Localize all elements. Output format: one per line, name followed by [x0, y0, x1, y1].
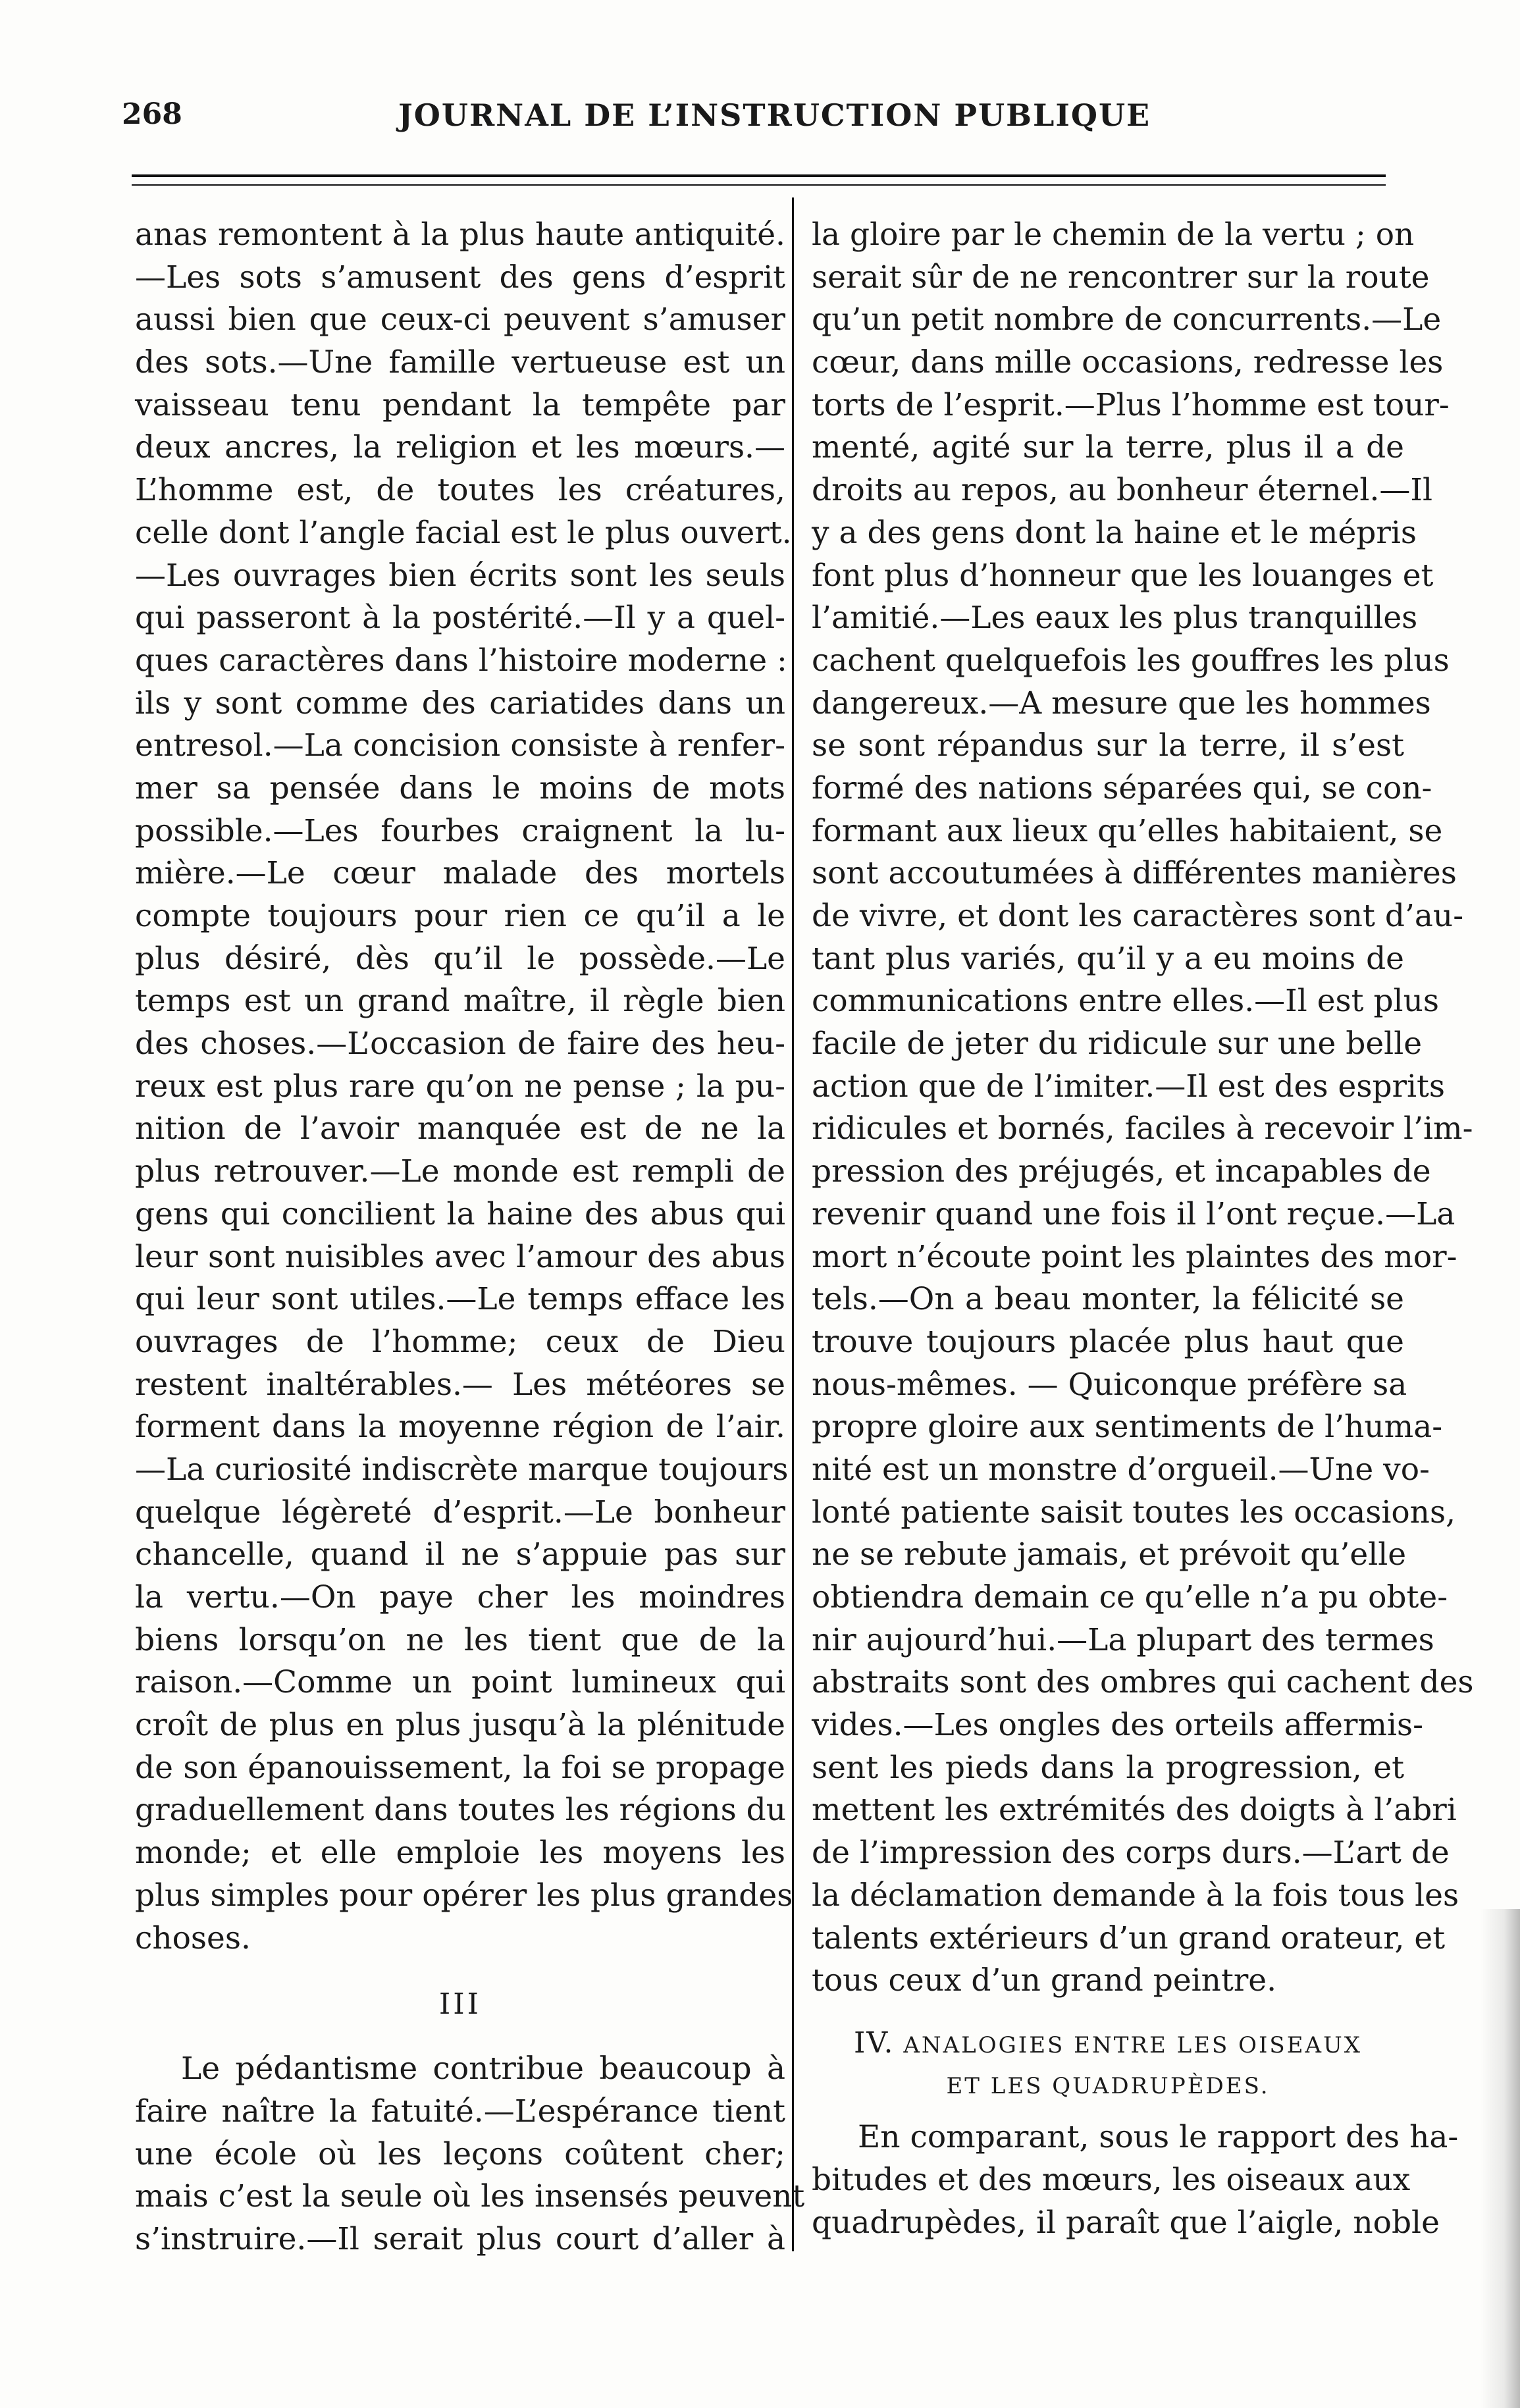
section-heading-iv [812, 2022, 1404, 2065]
text-line: quelque légèreté d’esprit.—Le bonheur [135, 1494, 785, 1531]
section-title-line2: ET LES QUADRUPÈDES. [946, 2072, 1270, 2099]
text-line: revenir quand une fois il l’ont reçue.—La [812, 1195, 1455, 1232]
text-line: sent les pieds dans la progression, et [812, 1749, 1404, 1786]
text-line: vaisseau tenu pendant la tempête par [135, 386, 785, 423]
text-line: restent inaltérables.— Les météores se [135, 1366, 785, 1403]
text-line: des sots.—Une famille vertueuse est un [135, 344, 785, 381]
text-line: nité est un monstre d’orgueil.—Une vo- [812, 1451, 1430, 1488]
text-line: ridicules et bornés, faciles à recevoir l’im- [812, 1111, 1473, 1147]
text-line: faire naître la fatuité.—L’espérance tient [135, 2093, 785, 2130]
text-line: propre gloire aux sentiments de l’huma- [812, 1409, 1443, 1446]
text-line: tels.—On a beau monter, la félicité se [812, 1281, 1404, 1318]
text-line: —Les sots s’amusent des gens d’esprit [135, 259, 785, 296]
text-line: tous ceux d’un grand peintre. [812, 1962, 1277, 1999]
text-line: formant aux lieux qu’elles habitaient, se [812, 812, 1443, 849]
text-line: reux est plus rare qu’on ne pense ; la pu- [135, 1068, 785, 1105]
text-line: —La curiosité indiscrète marque toujours [135, 1451, 789, 1488]
text-line: facile de jeter du ridicule sur une belle [812, 1026, 1423, 1062]
left-column [135, 214, 805, 2261]
text-line: qui leur sont utiles.—Le temps efface les [135, 1281, 785, 1318]
text-line: gens qui concilient la haine des abus qui [135, 1195, 785, 1232]
running-title: JOURNAL DE L’INSTRUCTION PUBLIQUE [398, 97, 1151, 133]
text-line: compte toujours pour rien ce qu’il a le [135, 898, 785, 934]
text-line: graduellement dans toutes les régions du [135, 1792, 787, 1829]
text-line: Le pédantisme contribue beaucoup à [181, 2051, 785, 2087]
text-line: s’instruire.—Il serait plus court d’aller à [135, 2220, 785, 2257]
text-line: leur sont nuisibles avec l’amour des abus [135, 1238, 785, 1275]
text-line: ouvrages de l’homme; ceux de Dieu [135, 1323, 785, 1360]
text-line: cœur, dans mille occasions, redresse les [812, 344, 1444, 381]
text-line: croît de plus en plus jusqu’à la plénitude [135, 1707, 785, 1744]
text-line: sont accoutumées à différentes manières [812, 855, 1457, 892]
text-line: mort n’écoute point les plaintes des mor- [812, 1238, 1457, 1275]
text-line: plus retrouver.—Le monde est rempli de [135, 1153, 785, 1190]
text-line: aussi bien que ceux-ci peuvent s’amuser [135, 301, 785, 338]
column-divider [792, 197, 794, 2251]
text-line: trouve toujours placée plus haut que [812, 1323, 1404, 1360]
section-iii-text [135, 2048, 805, 2261]
text-line: menté, agité sur la terre, plus il a de [812, 429, 1404, 466]
text-line: action que de l’imiter.—Il est des esprits [812, 1068, 1446, 1105]
text-line: mière.—Le cœur malade des mortels [135, 855, 785, 892]
text-line: monde; et elle emploie les moyens les [135, 1835, 785, 1871]
text-line: celle dont l’angle facial est le plus ouvert. [135, 514, 792, 551]
page-number: 268 [122, 97, 182, 131]
text-line: forment dans la moyenne région de l’air. [135, 1409, 785, 1446]
text-line: droits au repos, au bonheur éternel.—Il [812, 472, 1433, 509]
text-line: nir aujourd’hui.—La plupart des termes [812, 1621, 1434, 1658]
text-line: nous-mêmes. — Quiconque préfère sa [812, 1366, 1407, 1403]
section-number: IV. [854, 2026, 895, 2060]
header-rule-thick [132, 174, 1386, 177]
text-line: l’amitié.—Les eaux les plus tranquilles [812, 600, 1418, 637]
text-line: quadrupèdes, il paraît que l’aigle, noble [812, 2204, 1440, 2241]
text-line: En comparant, sous le rapport des ha- [858, 2119, 1459, 2156]
text-line: nition de l’avoir manquée est de ne la [135, 1111, 785, 1147]
text-line: mais c’est la seule où les insensés peuvent [135, 2178, 805, 2215]
text-line: ne se rebute jamais, et prévoit qu’elle [812, 1536, 1407, 1573]
text-line: choses. [135, 1920, 251, 1956]
text-line: pression des préjugés, et incapables de [812, 1153, 1431, 1190]
left-column-text [135, 214, 793, 1960]
text-line: temps est un grand maître, il règle bien [135, 983, 785, 1020]
text-line: ques caractères dans l’histoire moderne : [135, 642, 787, 679]
section-iv-text [812, 2116, 1459, 2244]
text-line: dangereux.—A mesure que les hommes [812, 685, 1431, 721]
text-line: entresol.—La concision consiste à renfer- [135, 727, 785, 764]
text-line: serait sûr de ne rencontrer sur la route [812, 259, 1430, 296]
text-line: mettent les extrémités des doigts à l’abri [812, 1792, 1457, 1829]
text-line: raison.—Comme un point lumineux qui [135, 1664, 785, 1701]
text-line: biens lorsqu’on ne les tient que de la [135, 1621, 785, 1658]
text-line: formé des nations séparées qui, se con- [812, 770, 1432, 806]
page-edge-shadow [1481, 1909, 1520, 2408]
text-line: de l’impression des corps durs.—L’art de [812, 1835, 1450, 1871]
text-line: mer sa pensée dans le moins de mots [135, 770, 785, 806]
text-line: qu’un petit nombre de concurrents.—Le [812, 301, 1442, 338]
text-line: vides.—Les ongles des orteils affermis- [812, 1707, 1424, 1744]
page-header [122, 97, 1405, 144]
text-line: y a des gens dont la haine et le mépris [812, 514, 1417, 551]
text-line: possible.—Les fourbes craignent la lu- [135, 812, 785, 849]
section-title-line1: ANALOGIES ENTRE LES OISEAUX [903, 2031, 1362, 2058]
text-line: chancelle, quand il ne s’appuie pas sur [135, 1536, 785, 1573]
section-heading-iii: III [438, 1987, 482, 2022]
text-line: se sont répandus sur la terre, il s’est [812, 727, 1404, 764]
text-line: la vertu.—On paye cher les moindres [135, 1579, 785, 1615]
text-line: des choses.—L’occasion de faire des heu- [135, 1026, 785, 1062]
text-line: obtiendra demain ce qu’elle n’a pu obte- [812, 1579, 1448, 1615]
text-line: L’homme est, de toutes les créatures, [135, 472, 785, 509]
text-line: ils y sont comme des cariatides dans un [135, 685, 785, 721]
text-line: la déclamation demande à la fois tous les [812, 1877, 1459, 1914]
text-line: tant plus variés, qu’il y a eu moins de [812, 940, 1404, 977]
header-rule-thin [132, 184, 1386, 186]
text-line: bitudes et des mœurs, les oiseaux aux [812, 2161, 1411, 2198]
text-line: abstraits sont des ombres qui cachent des [812, 1664, 1474, 1701]
text-line: communications entre elles.—Il est plus [812, 983, 1439, 1020]
text-line: de vivre, et dont les caractères sont d’au- [812, 898, 1464, 934]
text-line: anas remontent à la plus haute antiquité. [135, 217, 785, 253]
text-line: talents extérieurs d’un grand orateur, et [812, 1920, 1446, 1956]
text-line: cachent quelquefois les gouffres les plus [812, 642, 1450, 679]
text-line: la gloire par le chemin de la vertu ; on [812, 217, 1415, 253]
text-line: —Les ouvrages bien écrits sont les seuls [135, 557, 785, 594]
text-line: lonté patiente saisit toutes les occasions, [812, 1494, 1456, 1531]
text-line: font plus d’honneur que les louanges et [812, 557, 1434, 594]
right-column-text [812, 214, 1474, 2002]
text-line: torts de l’esprit.—Plus l’homme est tour- [812, 386, 1450, 423]
text-line: plus simples pour opérer les plus grandes [135, 1877, 793, 1914]
right-column [812, 214, 1474, 2244]
text-line: deux ancres, la religion et les mœurs.— [135, 429, 785, 466]
text-line: une école où les leçons coûtent cher; [135, 2135, 785, 2172]
text-line: qui passeront à la postérité.—Il y a quel- [135, 600, 785, 637]
text-line: plus désiré, dès qu’il le possède.—Le [135, 940, 785, 977]
text-line: de son épanouissement, la foi se propage [135, 1749, 785, 1786]
